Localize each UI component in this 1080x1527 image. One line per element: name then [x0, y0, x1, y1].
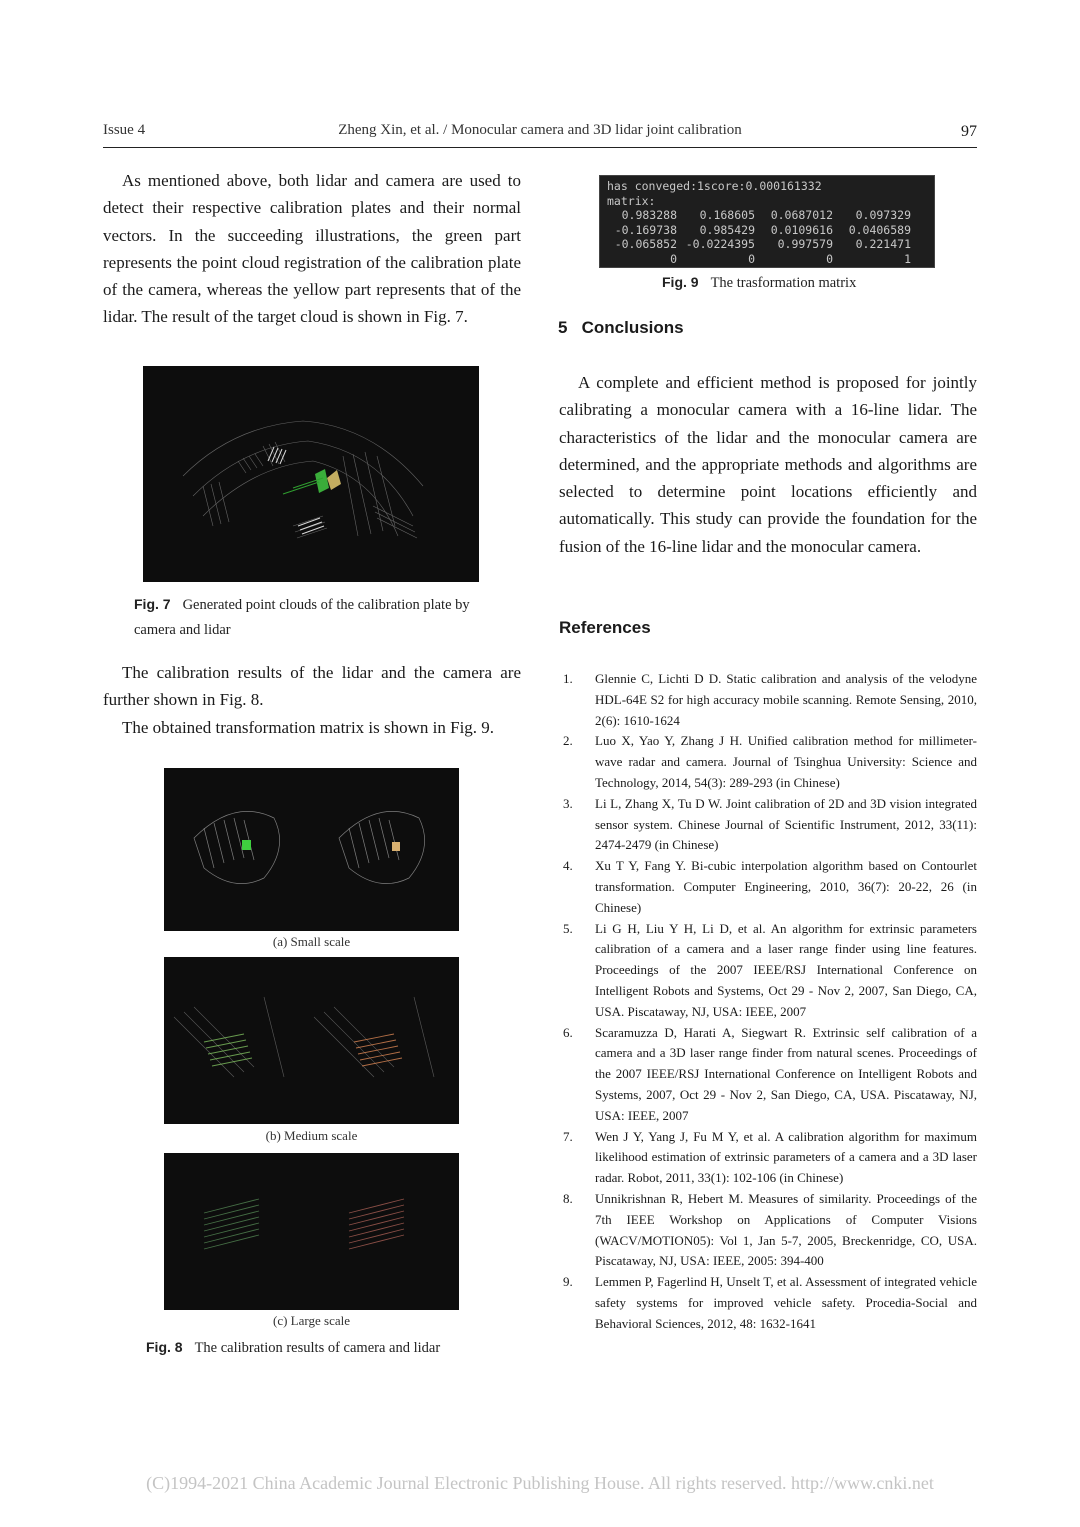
conclusions-heading: 5 Conclusions	[558, 318, 684, 337]
matrix-cell: 0.0109616	[770, 222, 833, 237]
intro-paragraph: As mentioned above, both lidar and camera are used to detect their respective calibration plates and their normal vectors. In the succeeding illustrations, the green part represents the point cloud registration of the calibration plate of the camera, whereas the yellow part represents that of the lidar. The result of the target cloud is shown in Fig. 7.	[103, 171, 521, 327]
matrix-cell: 0.0406589	[848, 222, 911, 237]
matrix-cell: 0.983288	[621, 208, 677, 223]
header-issue: Issue 4	[103, 122, 146, 138]
reference-item	[559, 1272, 977, 1334]
matrix-cell: 0.0687012	[770, 208, 833, 223]
reference-text: Luo X, Yao Y, Zhang J H. Unified calibration method for millimeter-wave radar and camera. Journal of Tsinghua University: Science and Technology, 2014, 54(3): 289-293 (in Chinese)	[595, 733, 977, 790]
header-page-number: 97	[961, 123, 977, 140]
reference-number: 4.	[563, 858, 573, 874]
matrix-cell: 0.997579	[777, 237, 833, 252]
references-list	[559, 669, 977, 1335]
matrix-cell: 0.221471	[855, 237, 911, 252]
reference-item	[559, 669, 977, 731]
fig7-point-cloud	[143, 366, 479, 582]
reference-number: 2.	[563, 733, 573, 749]
reference-text: Wen J Y, Yang J, Fu M Y, et al. A calibration algorithm for maximum likelihood estimation of extrinsic parameters of a camera and a 3D laser radar. Robot, 2011, 33(1): 102-106 (in Chinese)	[595, 1128, 977, 1186]
fig8b-image	[164, 957, 459, 1124]
terminal-line-matrix: matrix:	[607, 193, 656, 208]
reference-text: Lemmen P, Fagerlind H, Unselt T, et al. Assessment of integrated vehicle safety systems for improved vehicle safety. Procedia-Social and Behavioral Sciences, 2012, 48: 1632-1641	[595, 1274, 977, 1331]
matrix-cell: 0	[670, 251, 677, 266]
reference-number: 3.	[563, 795, 573, 811]
conclusions-paragraph: A complete and efficient method is proposed for jointly calibrating a monocular camera with a 16-line lidar. The characteristics of the lidar and the monocular camera are determined, and the appropriate methods and algorithms are selected to determine point locations efficiently and automatically. This study can provide the foundation for the fusion of the 16-line lidar and the monocular camera.	[559, 373, 977, 556]
reference-item	[559, 794, 977, 856]
reference-item	[559, 919, 977, 1023]
fig8c-point-cloud	[164, 1153, 459, 1310]
reference-item	[559, 731, 977, 793]
reference-item	[559, 1023, 977, 1127]
fig8c-caption: (c) Large scale	[273, 1313, 350, 1328]
reference-number: 1.	[563, 671, 573, 686]
matrix-cell: -0.169738	[614, 222, 677, 237]
reference-text: Li L, Zhang X, Tu D W. Joint calibration of 2D and 3D vision integrated sensor system. Chinese Journal of Scientific Instrument, 2012, 33(11): 2474-2479 (in Chinese)	[595, 795, 977, 853]
reference-number: 9.	[563, 1274, 573, 1290]
matrix-row	[607, 237, 927, 252]
matrix-row	[607, 208, 927, 223]
matrix-cell: 1	[904, 251, 911, 266]
reference-text: Xu T Y, Fang Y. Bi-cubic interpolation algorithm based on Contourlet transformation. Computer Engineering, 2010, 36(7): 20-22, 26 (in Chinese)	[595, 858, 977, 915]
matrix-cell: -0.065852	[614, 237, 677, 252]
header-rule	[103, 147, 977, 148]
fig9-caption-text: The trasformation matrix	[710, 275, 857, 291]
reference-number: 8.	[563, 1190, 573, 1206]
reference-text: Scaramuzza D, Harati A, Siegwart R. Extrinsic self calibration of a camera and a 3D laser range finder from natural scenes. Proceedings of the 2007 IEEE/RSJ International Conference on Intelligent Robots and Systems, 2007, Oct 29 - Nov 2, San Diego, CA, USA. Piscataway, NJ, USA: IEEE, 2007	[595, 1024, 977, 1123]
header-running-title: Zheng Xin, et al. / Monocular camera and 3D lidar joint calibration	[338, 122, 742, 138]
matrix-row	[607, 252, 927, 267]
reference-item	[559, 1189, 977, 1272]
fig7-caption-text: Generated point clouds of the calibration plate by camera and lidar	[134, 597, 470, 638]
terminal-line-converged: has conveged:1score:0.000161332	[607, 179, 822, 193]
reference-item	[559, 1127, 977, 1189]
matrix-cell: 0.168605	[699, 208, 755, 223]
matrix-cell: 0	[826, 251, 833, 266]
fig8a-image	[164, 768, 459, 931]
fig8-label: Fig. 8	[146, 1339, 183, 1355]
references-heading: References	[559, 618, 651, 637]
matrix-cell: 0.985429	[699, 222, 755, 237]
reference-text: Glennie C, Lichti D D. Static calibration and analysis of the velodyne HDL-64E S2 for high accuracy mobile scanning. Remote Sensing, 2010, 2(6): 1610-1624	[595, 671, 977, 728]
matrix-cell: -0.0224395	[685, 237, 755, 252]
fig7-label: Fig. 7	[134, 596, 171, 612]
copyright-footer: (C)1994-2021 China Academic Journal Electronic Publishing House. All rights reserved. http://www.cnki.net	[146, 1473, 934, 1493]
matrix-row	[607, 223, 927, 238]
fig9-caption	[662, 270, 942, 296]
fig7-image	[143, 366, 479, 582]
fig8b-caption: (b) Medium scale	[265, 1128, 358, 1143]
reference-number: 6.	[563, 1024, 573, 1040]
reference-item	[559, 856, 977, 918]
reference-number: 7.	[563, 1128, 573, 1144]
reference-number: 5.	[563, 920, 573, 936]
fig8b-point-cloud	[164, 957, 459, 1124]
fig8a-point-cloud	[164, 768, 459, 931]
fig8-caption-text: The calibration results of camera and lidar	[194, 1340, 441, 1356]
fig8c-image	[164, 1153, 459, 1310]
fig8a-caption: (a) Small scale	[272, 934, 351, 949]
fig7-caption	[134, 592, 514, 643]
matrix-paragraph: The obtained transformation matrix is shown in Fig. 9.	[122, 718, 495, 737]
matrix-cell: 0.097329	[855, 208, 911, 223]
reference-text: Li G H, Liu Y H, Li D, et al. An algorithm for extrinsic parameters calibration of a camera and a laser range finder using line features. Proceedings of the 2007 IEEE/RSJ International Conference on Intelligent Robots and Systems, Oct 29 - Nov 2, 2007, San Diego, CA, USA. Piscataway, NJ, USA: IEEE, 2007	[595, 920, 977, 1019]
fig9-label: Fig. 9	[662, 274, 699, 290]
results-paragraph: The calibration results of the lidar and the camera are further shown in Fig. 8.	[103, 663, 521, 710]
fig9-terminal	[599, 175, 935, 268]
reference-text: Unnikrishnan R, Hebert M. Measures of similarity. Proceedings of the 7th IEEE Workshop on Applications of Computer Visions (WACV/MOTION05): Vol 1, Jan 5-7, 2005, Breckenridge, CO, USA. Piscataway, NJ, USA: IEEE, 2005: 394-400	[595, 1190, 977, 1269]
matrix-cell: 0	[748, 251, 755, 266]
fig8-caption	[146, 1335, 506, 1361]
